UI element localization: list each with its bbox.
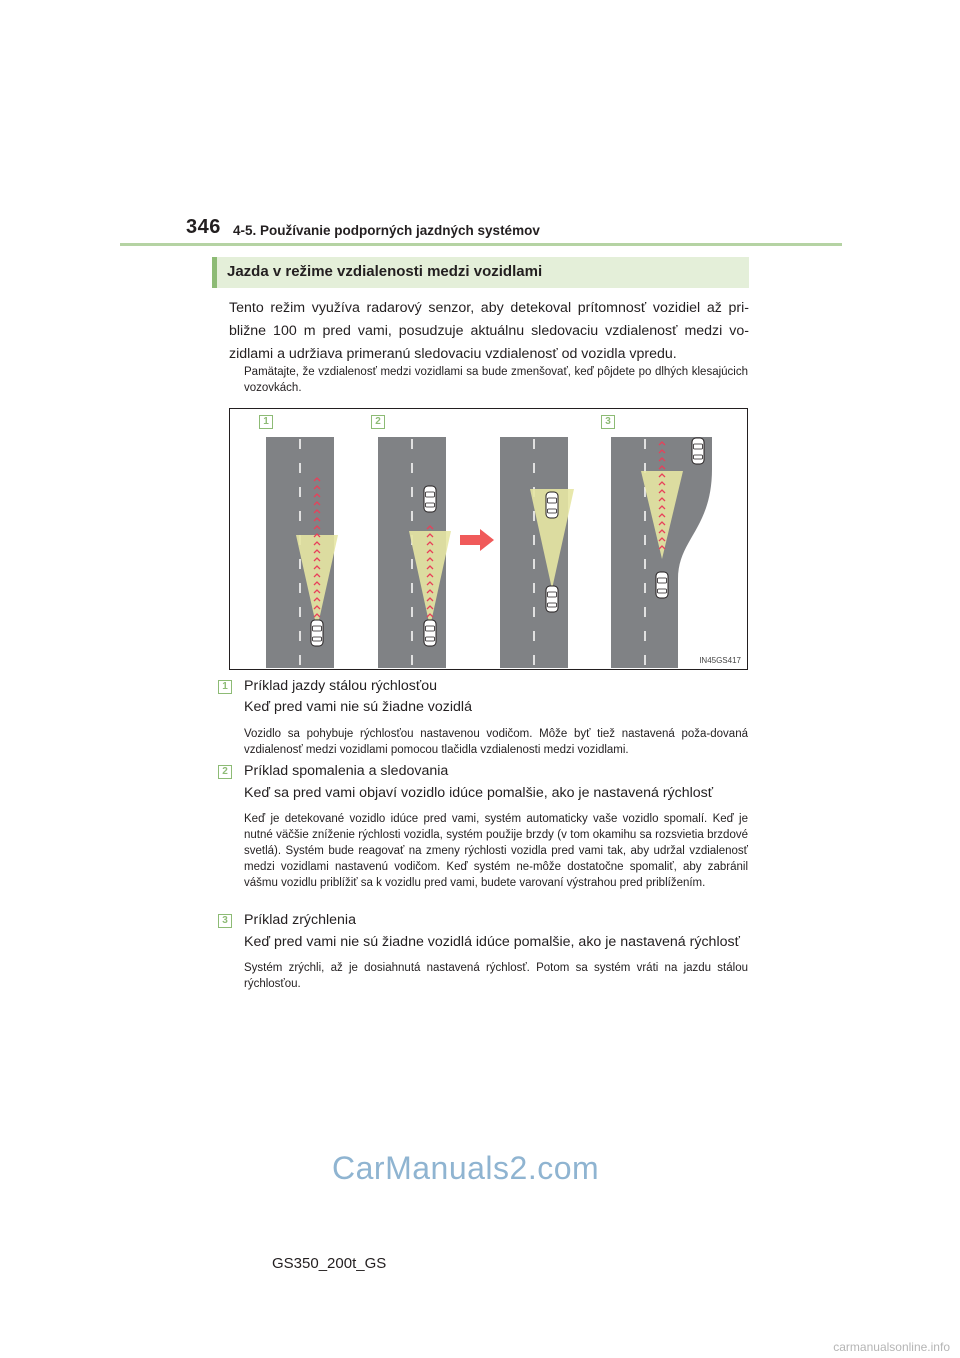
item-badge-3: 3 — [218, 914, 232, 928]
intro-note: Pamätajte, že vzdialenosť medzi vozidlami sa bude zmenšovať, keď pôjdete po dlhých klesajúcich vozovkách. — [244, 366, 748, 394]
item-2-description: Keď je detekované vozidlo idúce pred vami, systém automaticky vaše vozidlo spomalí. Keď je nutné väčšie zníženie rýchlosti vozidla, systém použije brzdy (v tom okamihu sa rozsvietia brzdové svetlá). Systém bude reagovať na zmeny rýchlosti vozidla pred vami tak, aby udržal vzdialenosť medzi vozidlami nastavenú vodičom. Keď systém ne-môže dostatočne spomaliť, aby zabránil vášmu vozidlu priblížiť sa k vozidlu pred vami, budete varovaní výstrahou pred priblížením. — [244, 813, 748, 889]
acc-illustration — [229, 408, 748, 670]
lead-car-3 — [546, 492, 558, 518]
own-car-1 — [311, 620, 323, 646]
item-1-title: Príklad jazdy stálou rýchlosťou — [244, 678, 437, 694]
figure-label-1: 1 — [259, 415, 273, 429]
item-badge-2: 2 — [218, 765, 232, 779]
own-car-2 — [424, 620, 436, 646]
item-2-subtitle: Keď sa pred vami objaví vozidlo idúce pomalšie, ako je nastavená rýchlosť — [244, 785, 714, 801]
merging-car-4 — [692, 438, 704, 464]
figure-code: IN45GS417 — [699, 656, 741, 665]
page-number: 346 — [186, 216, 221, 238]
road-diagram — [230, 409, 746, 668]
item-3-title: Príklad zrýchlenia — [244, 912, 356, 928]
transition-arrow — [460, 529, 494, 551]
section-heading-bar — [212, 257, 749, 288]
section-title: Jazda v režime vzdialenosti medzi vozidlami — [227, 263, 543, 280]
item-3-subtitle: Keď pred vami nie sú žiadne vozidlá idúce pomalšie, ako je nastavená rýchlosť — [244, 934, 740, 950]
own-car-4 — [656, 572, 668, 598]
item-1-subtitle: Keď pred vami nie sú žiadne vozidlá — [244, 699, 472, 715]
lead-car-2 — [424, 486, 436, 512]
watermark-site: carmanualsonline.info — [833, 1340, 950, 1354]
item-2-title: Príklad spomalenia a sledovania — [244, 763, 449, 779]
figure-label-2: 2 — [371, 415, 385, 429]
item-1-description: Vozidlo sa pohybuje rýchlosťou nastavenou vodičom. Môže byť tiež nastavená poža-dovaná vzdialenosť medzi vozidlami pomocou tlačidla vzdialenosti medzi vozidlami. — [244, 728, 748, 756]
item-badge-1: 1 — [218, 680, 232, 694]
watermark-carmanuals: CarManuals2.com — [332, 1150, 600, 1186]
footer-model-code: GS350_200t_GS — [272, 1255, 387, 1272]
figure-label-3: 3 — [601, 415, 615, 429]
intro-paragraph: Tento režim využíva radarový senzor, aby detekoval prítomnosť vozidiel až pri-bližne 100 m pred vami, posudzuje aktuálnu sledovaciu vzdialenosť medzi vo-zidlami a udržiava primeranú sledovaciu vzdialenosť od vozidla vpredu. — [229, 300, 749, 362]
chapter-title: 4-5. Používanie podporných jazdných systémov — [233, 223, 540, 238]
item-3-description: Systém zrýchli, až je dosiahnutá nastavená rýchlosť. Potom sa systém vráti na jazdu stálou rýchlosťou. — [244, 962, 748, 990]
own-car-3 — [546, 586, 558, 612]
header-rule — [120, 243, 842, 246]
